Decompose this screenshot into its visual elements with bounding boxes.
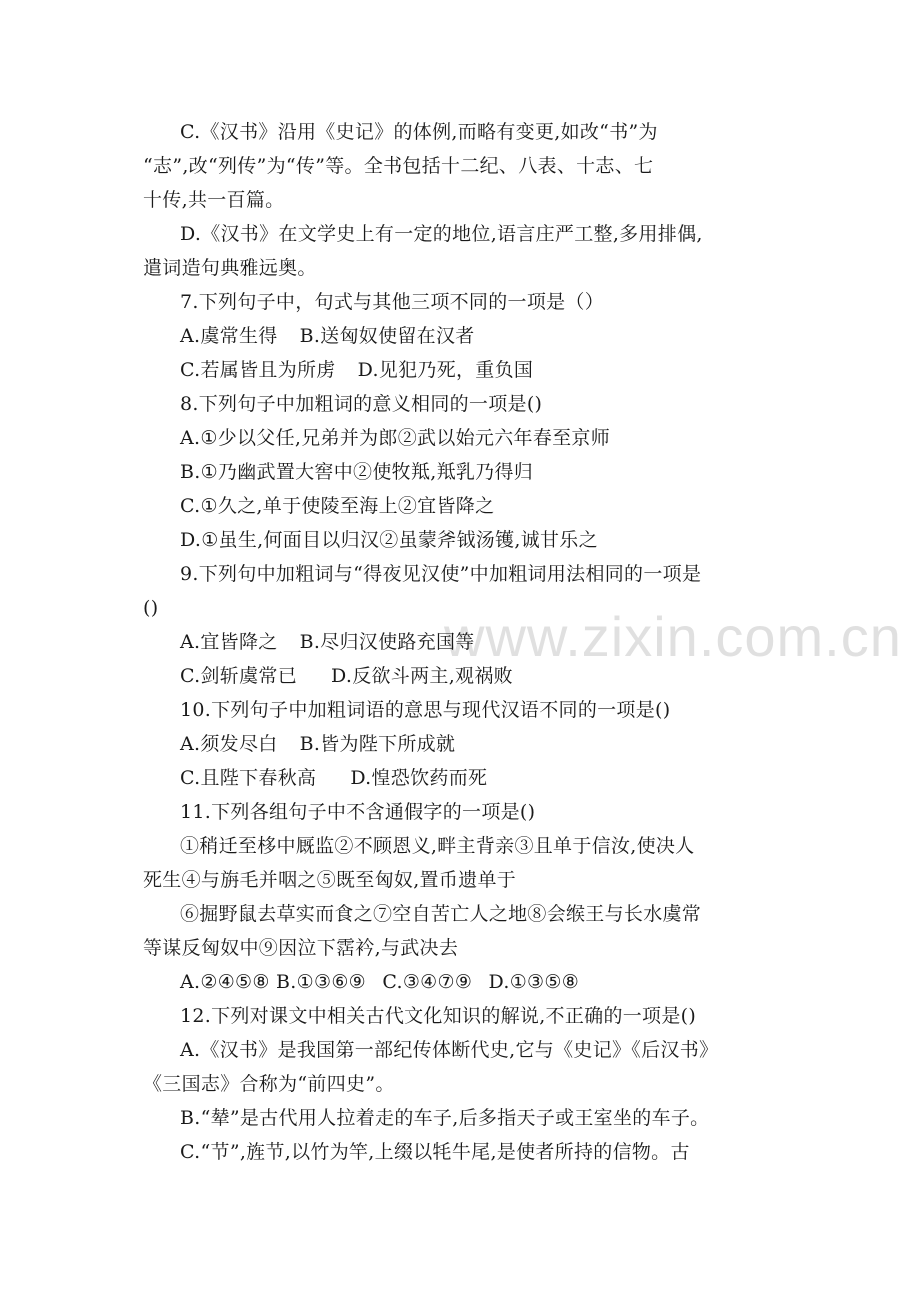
question-12: 12.下列对课文中相关古代文化知识的解说,不正确的一项是()	[180, 1005, 697, 1027]
q7-option-b: B.送匈奴使留在汉者	[299, 325, 475, 347]
watermark: www.zixin.com.cn	[444, 605, 902, 668]
question-9-options-ab	[180, 630, 830, 654]
q9-option-a: A.宜皆降之	[180, 631, 278, 653]
q8-option-c: C.①久之,单于使陵至海上②宜皆降之	[180, 495, 495, 517]
question-11: 11.下列各组句子中不含通假字的一项是()	[180, 801, 536, 823]
option-d-text: D.《汉书》在文学史上有一定的地位,语言庄严工整,多用排偶,	[180, 223, 703, 245]
question-10-options-cd	[180, 766, 830, 790]
question-11-options	[180, 970, 830, 994]
q11-option-d: D.①③⑤⑧	[488, 971, 580, 993]
question-9-options-cd	[180, 664, 830, 688]
q10-option-d: D.惶恐饮药而死	[350, 767, 488, 789]
q7-option-a: A.虞常生得	[180, 325, 278, 347]
question-7-options-ab	[180, 324, 830, 348]
q11-sentences-1: ①稍迁至栘中厩监②不顾恩义,畔主背亲③且单于信汝,使决人	[180, 835, 695, 857]
question-7: 7.下列句子中，句式与其他三项不同的一项是（）	[180, 291, 605, 313]
option-d-text-end: 遣词造句典雅远奥。	[143, 257, 317, 279]
q8-option-d: D.①虽生,何面目以归汉②虽蒙斧钺汤镬,诚甘乐之	[180, 529, 598, 551]
option-c-text: C.《汉书》沿用《史记》的体例,而略有变更,如改“书”为	[180, 121, 658, 143]
q11-option-a: A.②④⑤⑧	[180, 971, 270, 993]
option-c-text-end: 十传,共一百篇。	[143, 189, 285, 211]
question-9-cont: ()	[143, 597, 159, 619]
q11-sentences-3: ⑥掘野鼠去草实而食之⑦空自苦亡人之地⑧会缑王与长水虞常	[180, 903, 702, 925]
option-c-text-cont: “志”,改“列传”为“传”等。全书包括十二纪、八表、十志、七	[143, 155, 654, 177]
q7-option-d: D.见犯乃死，重负国	[357, 359, 534, 381]
q9-option-d: D.反欲斗两主,观祸败	[331, 665, 513, 687]
question-9: 9.下列句中加粗词与“得夜见汉使”中加粗词用法相同的一项是	[180, 563, 702, 585]
q11-option-b: B.①③⑥⑨	[276, 971, 366, 993]
question-10: 10.下列句子中加粗词语的意思与现代汉语不同的一项是()	[180, 699, 671, 721]
q12-option-a: A.《汉书》是我国第一部纪传体断代史,它与《史记》《后汉书》	[180, 1039, 719, 1061]
q10-option-c: C.且陛下春秋高	[180, 767, 317, 789]
question-7-options-cd	[180, 358, 830, 382]
q9-option-b: B.尽归汉使路充国等	[299, 631, 475, 653]
q11-sentences-2: 死生④与旃毛并咽之⑤既至匈奴,置币遗单于	[143, 869, 517, 891]
q9-option-c: C.剑斩虞常已	[180, 665, 298, 687]
q12-option-c: C.“节”,旌节,以竹为竿,上缀以牦牛尾,是使者所持的信物。古	[180, 1141, 690, 1163]
q11-option-c: C.③④⑦⑨	[382, 971, 473, 993]
q10-option-a: A.须发尽白	[180, 733, 278, 755]
question-10-options-ab	[180, 732, 830, 756]
q7-option-c: C.若属皆且为所虏	[180, 359, 336, 381]
q8-option-b: B.①乃幽武置大窖中②使牧羝,羝乳乃得归	[180, 461, 534, 483]
q12-option-a-cont: 《三国志》合称为“前四史”。	[143, 1073, 395, 1095]
question-8: 8.下列句子中加粗词的意义相同的一项是()	[180, 393, 543, 415]
q12-option-b: B.“辇”是古代用人拉着走的车子,后多指天子或王室坐的车子。	[180, 1107, 710, 1129]
q8-option-a: A.①少以父任,兄弟并为郎②武以始元六年春至京师	[180, 427, 611, 449]
q10-option-b: B.皆为陛下所成就	[299, 733, 456, 755]
q11-sentences-4: 等谋反匈奴中⑨因泣下霑衿,与武决去	[143, 937, 459, 959]
